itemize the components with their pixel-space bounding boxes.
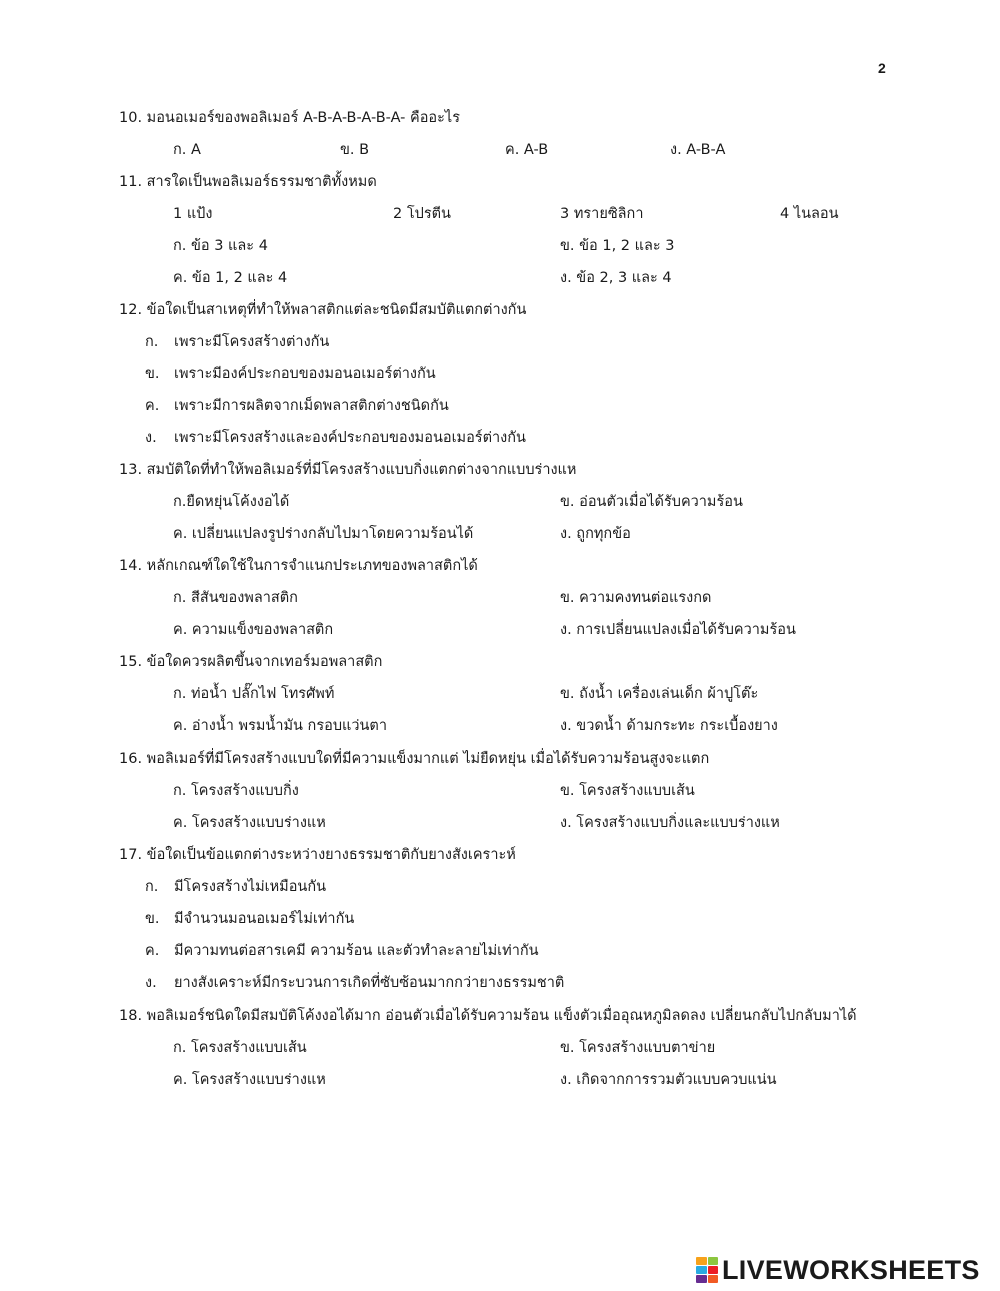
q17-option-d-text: ยางสังเคราะห์มีกระบวนการเกิดที่ซับซ้อนมากกว่ายางธรรมชาติ (174, 975, 565, 991)
q17-option-a (145, 871, 326, 903)
question-11: 11. สารใดเป็นพอลิเมอร์ธรรมชาติทั้งหมด (119, 174, 377, 190)
q18-option-c: ค. โครงสร้างแบบร่างแห (173, 1072, 326, 1088)
question-16: 16. พอลิเมอร์ที่มีโครงสร้างแบบใดที่มีความแข็งมากแต่ ไม่ยืดหยุ่น เมื่อได้รับความร้อนสูงจะแตก (119, 751, 710, 767)
q11-item-4: 4 ไนลอน (780, 206, 839, 222)
q15-option-a: ก. ท่อน้ำ ปลั๊กไฟ โทรศัพท์ (173, 686, 335, 702)
q10-option-a: ก. A (173, 142, 201, 158)
q10-option-b: ข. B (340, 142, 370, 158)
q14-option-c: ค. ความแข็งของพลาสติก (173, 622, 334, 638)
q16-option-d: ง. โครงสร้างแบบกิ่งและแบบร่างแห (560, 815, 780, 831)
q12-option-d-letter: ง. (145, 430, 157, 446)
question-17: 17. ข้อใดเป็นข้อแตกต่างระหว่างยางธรรมชาติกับยางสังเคราะห์ (119, 847, 516, 863)
question-14: 14. หลักเกณฑ์ใดใช้ในการจำแนกประเภทของพลาสติกได้ (119, 558, 478, 574)
q16-option-b: ข. โครงสร้างแบบเส้น (560, 783, 695, 799)
page-number: 2 (878, 60, 886, 76)
q17-option-c-letter: ค. (145, 943, 160, 959)
q18-option-b: ข. โครงสร้างแบบตาข่าย (560, 1040, 716, 1056)
q16-option-c: ค. โครงสร้างแบบร่างแห (173, 815, 326, 831)
q12-option-b-text: เพราะมีองค์ประกอบของมอนอเมอร์ต่างกัน (174, 366, 436, 382)
liveworksheets-logo-icon (696, 1257, 718, 1283)
q17-option-a-letter: ก. (145, 879, 159, 895)
liveworksheets-logo (696, 1253, 980, 1287)
q18-option-d: ง. เกิดจากการรวมตัวแบบควบแน่น (560, 1072, 777, 1088)
q17-option-c-text: มีความทนต่อสารเคมี ความร้อน และตัวทำละลายไม่เท่ากัน (174, 943, 539, 959)
q17-option-b-text: มีจำนวนมอนอเมอร์ไม่เท่ากัน (174, 911, 355, 927)
q13-option-c: ค. เปลี่ยนแปลงรูปร่างกลับไปมาโดยความร้อนได้ (173, 526, 474, 542)
q12-option-c (145, 390, 449, 422)
q17-option-d (145, 967, 564, 999)
q15-option-c: ค. อ่างน้ำ พรมน้ำมัน กรอบแว่นตา (173, 718, 387, 734)
q13-option-a: ก.ยืดหยุ่นโค้งงอได้ (173, 494, 290, 510)
question-13: 13. สมบัติใดที่ทำให้พอลิเมอร์ที่มีโครงสร้างแบบกิ่งแตกต่างจากแบบร่างแห (119, 462, 577, 478)
q14-option-d: ง. การเปลี่ยนแปลงเมื่อได้รับความร้อน (560, 622, 796, 638)
q17-option-d-letter: ง. (145, 975, 157, 991)
q12-option-a-text: เพราะมีโครงสร้างต่างกัน (174, 334, 330, 350)
q13-option-b: ข. อ่อนตัวเมื่อได้รับความร้อน (560, 494, 743, 510)
q12-option-a-letter: ก. (145, 334, 159, 350)
question-12: 12. ข้อใดเป็นสาเหตุที่ทำให้พลาสติกแต่ละชนิดมีสมบัติแตกต่างกัน (119, 302, 527, 318)
q11-option-a: ก. ข้อ 3 และ 4 (173, 238, 268, 254)
question-10: 10. มอนอเมอร์ของพอลิเมอร์ A-B-A-B-A-B-A- คืออะไร (119, 110, 460, 126)
q10-option-c: ค. A-B (505, 142, 549, 158)
q17-option-b (145, 903, 354, 935)
q11-option-c: ค. ข้อ 1, 2 และ 4 (173, 270, 288, 286)
liveworksheets-logo-text: LIVEWORKSHEETS (722, 1254, 980, 1285)
q17-option-a-text: มีโครงสร้างไม่เหมือนกัน (174, 879, 327, 895)
q15-option-b: ข. ถังน้ำ เครื่องเล่นเด็ก ผ้าปูโต๊ะ (560, 686, 759, 702)
q12-option-d (145, 422, 526, 454)
q12-option-a (145, 326, 329, 358)
question-18: 18. พอลิเมอร์ชนิดใดมีสมบัติโค้งงอได้มาก อ่อนตัวเมื่อได้รับความร้อน แข็งตัวเมื่ออุณหภูมิลดลง เปลี่ยนกลับไปกลับมาได้ (119, 1008, 857, 1024)
q12-option-b-letter: ข. (145, 366, 160, 382)
q16-option-a: ก. โครงสร้างแบบกิ่ง (173, 783, 299, 799)
q15-option-d: ง. ขวดน้ำ ด้ามกระทะ กระเบื้องยาง (560, 718, 778, 734)
q11-item-2: 2 โปรตีน (393, 206, 451, 222)
q13-option-d: ง. ถูกทุกข้อ (560, 526, 631, 542)
q12-option-c-text: เพราะมีการผลิตจากเม็ดพลาสติกต่างชนิดกัน (174, 398, 449, 414)
q12-option-c-letter: ค. (145, 398, 160, 414)
q14-option-b: ข. ความคงทนต่อแรงกด (560, 590, 712, 606)
q10-option-d: ง. A-B-A (670, 142, 726, 158)
q18-option-a: ก. โครงสร้างแบบเส้น (173, 1040, 307, 1056)
q12-option-b (145, 358, 436, 390)
q17-option-c (145, 935, 539, 967)
q11-item-3: 3 ทรายซิลิกา (560, 206, 644, 222)
q14-option-a: ก. สีสันของพลาสติก (173, 590, 298, 606)
q11-item-1: 1 แป้ง (173, 206, 213, 222)
question-15: 15. ข้อใดควรผลิตขึ้นจากเทอร์มอพลาสติก (119, 654, 383, 670)
q12-option-d-text: เพราะมีโครงสร้างและองค์ประกอบของมอนอเมอร์ต่างกัน (174, 430, 526, 446)
q17-option-b-letter: ข. (145, 911, 160, 927)
q11-option-b: ข. ข้อ 1, 2 และ 3 (560, 238, 675, 254)
q11-option-d: ง. ข้อ 2, 3 และ 4 (560, 270, 672, 286)
